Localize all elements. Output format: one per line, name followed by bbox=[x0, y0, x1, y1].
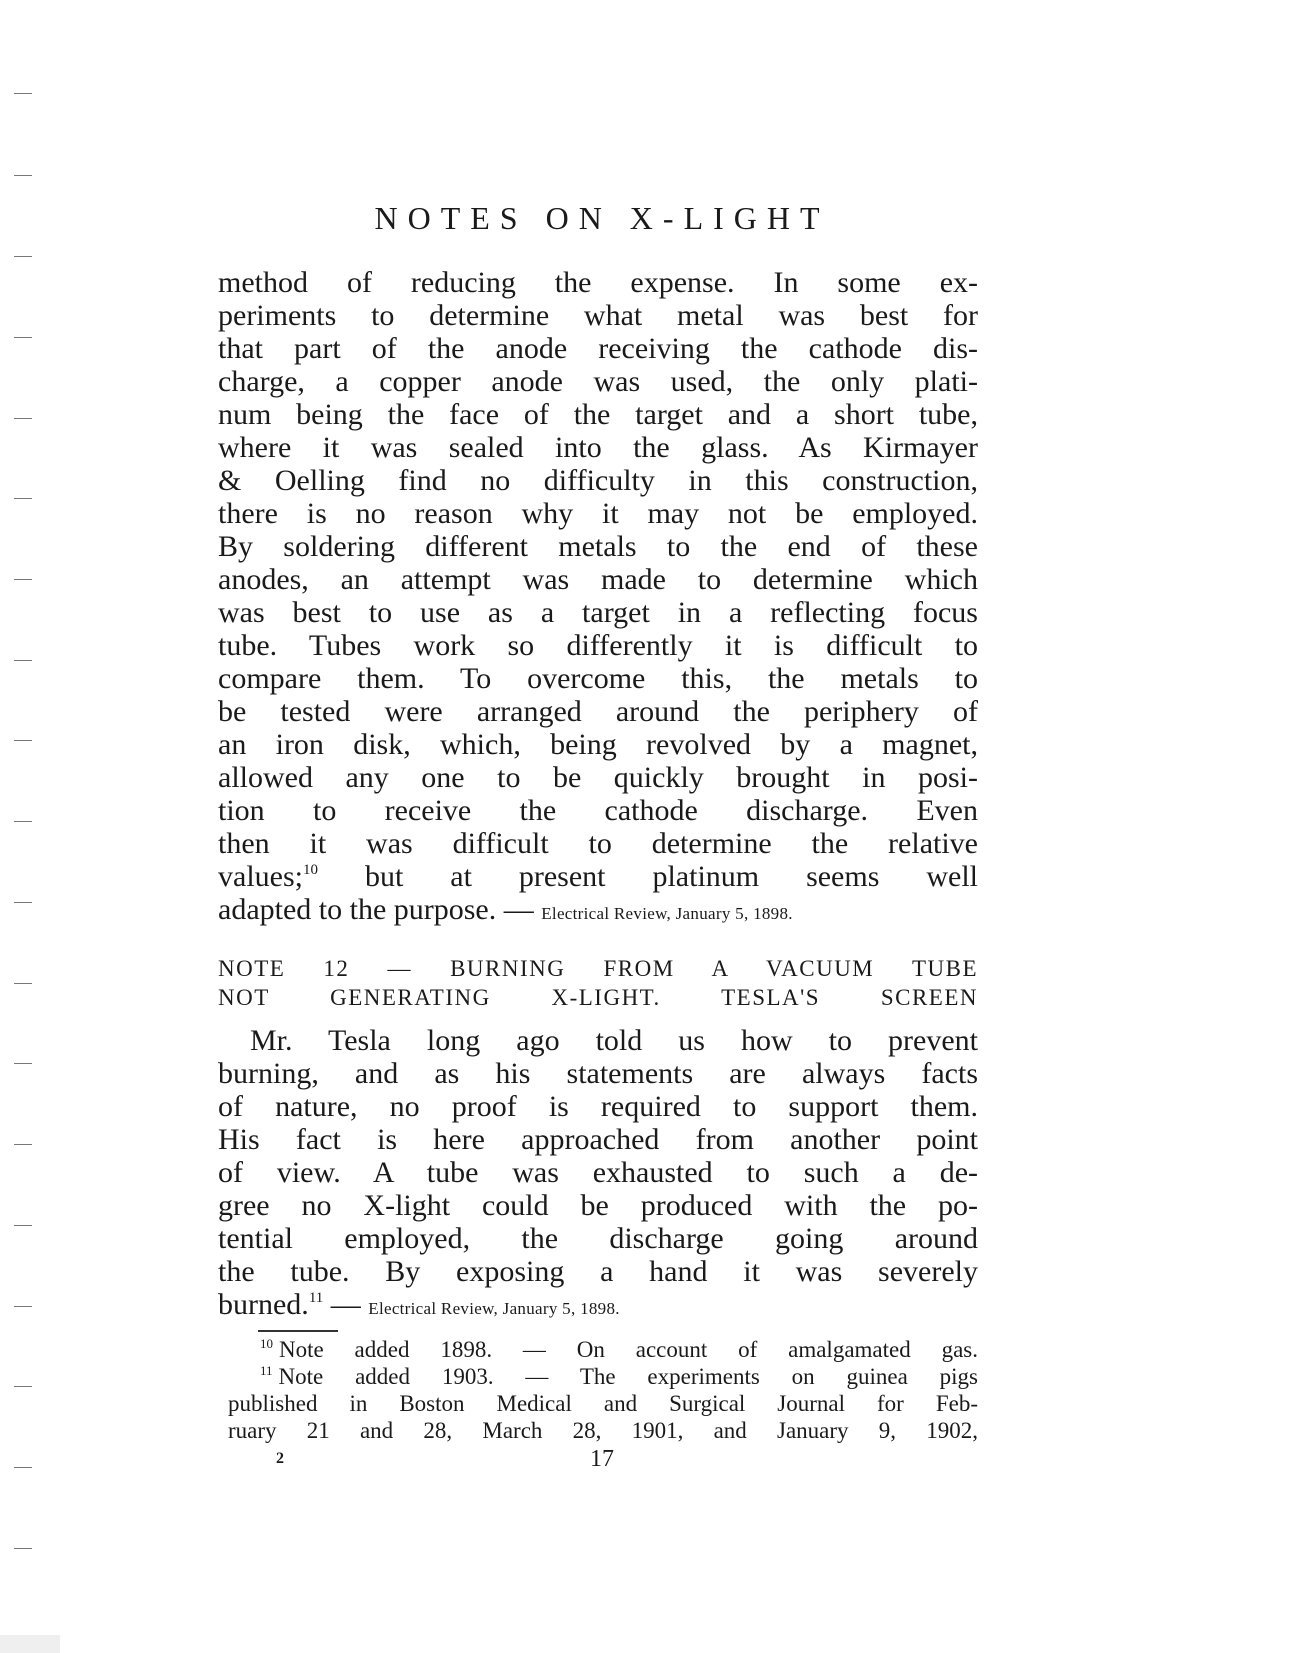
text-line: then it was difficult to determine the relative bbox=[218, 827, 978, 860]
text-line: tube. Tubes work so differently it is difficult to bbox=[218, 629, 978, 662]
text-line: By soldering different metals to the end of these bbox=[218, 530, 978, 563]
footnote-ref-10: 10 bbox=[302, 862, 318, 878]
margin-tick bbox=[14, 579, 32, 580]
margin-tick bbox=[14, 93, 32, 94]
footnotes bbox=[228, 1336, 978, 1444]
text-fragment: but at present platinum seems well bbox=[364, 860, 978, 893]
footnote-number: 10 bbox=[260, 1336, 273, 1351]
text-line: num being the face of the target and a short tube, bbox=[218, 398, 978, 431]
margin-tick bbox=[14, 983, 32, 984]
footnote-rule bbox=[258, 1330, 338, 1332]
text-line: & Oelling find no difficulty in this construction, bbox=[218, 464, 978, 497]
text-fragment: values; bbox=[218, 860, 303, 893]
text-line bbox=[218, 860, 978, 893]
citation: Electrical Review, January 5, 1898. bbox=[368, 1299, 620, 1318]
text-line: anodes, an attempt was made to determine which bbox=[218, 563, 978, 596]
text-line: gree no X-light could be produced with the po- bbox=[218, 1189, 978, 1222]
note-heading bbox=[218, 954, 978, 1012]
margin-tick bbox=[14, 418, 32, 419]
text-line: Mr. Tesla long ago told us how to prevent bbox=[250, 1024, 978, 1057]
text-line: be tested were arranged around the periphery of bbox=[218, 695, 978, 728]
text-line: was best to use as a target in a reflecting focus bbox=[218, 596, 978, 629]
footnote-continuation: ruary 21 and 28, March 28, 1901, and January 9, 1902, bbox=[228, 1418, 978, 1443]
margin-tick bbox=[14, 1467, 32, 1468]
body-paragraph bbox=[218, 1024, 978, 1321]
text-line: there is no reason why it may not be employed. bbox=[218, 497, 978, 530]
heading-line: NOTE 12 — BURNING FROM A VACUUM TUBE bbox=[218, 956, 978, 981]
margin-tick bbox=[14, 1306, 32, 1307]
text-line: of view. A tube was exhausted to such a de- bbox=[218, 1156, 978, 1189]
text-line: allowed any one to be quickly brought in posi- bbox=[218, 761, 978, 794]
margin-tick bbox=[14, 175, 32, 176]
margin-tick bbox=[14, 498, 32, 499]
text-line bbox=[218, 893, 978, 926]
margin-tick bbox=[14, 1225, 32, 1226]
text-line: tential employed, the discharge going around bbox=[218, 1222, 978, 1255]
text-line: where it was sealed into the glass. As Kirmayer bbox=[218, 431, 978, 464]
heading-line: NOT GENERATING X-LIGHT. TESLA'S SCREEN bbox=[218, 985, 978, 1010]
margin-tick bbox=[14, 337, 32, 338]
margin-tick bbox=[14, 1063, 32, 1064]
signature-mark: 2 bbox=[276, 1450, 284, 1467]
text-fragment: adapted to the purpose. — bbox=[218, 893, 534, 926]
margin-tick bbox=[14, 1548, 32, 1549]
text-line bbox=[218, 1288, 978, 1321]
footnote-text: Note added 1898. — On account of amalgamated gas. bbox=[279, 1337, 978, 1362]
footnote-11 bbox=[228, 1363, 978, 1390]
text-fragment: burned. bbox=[218, 1288, 309, 1321]
footnote-10 bbox=[228, 1336, 978, 1363]
margin-tick bbox=[14, 821, 32, 822]
body-paragraph bbox=[218, 266, 978, 926]
text-line: the tube. By exposing a hand it was severely bbox=[218, 1255, 978, 1288]
margin-tick bbox=[14, 1386, 32, 1387]
text-line: His fact is here approached from another point bbox=[218, 1123, 978, 1156]
footnote-continuation: published in Boston Medical and Surgical Journal for Feb- bbox=[228, 1391, 978, 1416]
text-line: periments to determine what metal was best for bbox=[218, 299, 978, 332]
text-line: compare them. To overcome this, the metals to bbox=[218, 662, 978, 695]
footnote-number: 11 bbox=[260, 1363, 273, 1378]
text-line: an iron disk, which, being revolved by a magnet, bbox=[218, 728, 978, 761]
text-fragment: — bbox=[323, 1288, 361, 1321]
text-line: burning, and as his statements are always facts bbox=[218, 1057, 978, 1090]
footnote-ref-11: 11 bbox=[308, 1290, 324, 1306]
margin-tick bbox=[14, 902, 32, 903]
text-line: method of reducing the expense. In some ex- bbox=[218, 266, 978, 299]
margin-tick bbox=[14, 660, 32, 661]
text-line: that part of the anode receiving the cathode dis- bbox=[218, 332, 978, 365]
text-line: charge, a copper anode was used, the only plati- bbox=[218, 365, 978, 398]
text-line: tion to receive the cathode discharge. Even bbox=[218, 794, 978, 827]
scan-smudge bbox=[0, 1635, 60, 1653]
page-title: NOTES ON X-LIGHT bbox=[374, 200, 830, 236]
margin-tick bbox=[14, 1144, 32, 1145]
citation: Electrical Review, January 5, 1898. bbox=[541, 904, 793, 923]
page-number: 17 bbox=[590, 1446, 614, 1472]
margin-tick bbox=[14, 256, 32, 257]
text-line: of nature, no proof is required to support them. bbox=[218, 1090, 978, 1123]
margin-tick bbox=[14, 740, 32, 741]
footnote-text: Note added 1903. — The experiments on guinea pigs bbox=[278, 1364, 978, 1389]
